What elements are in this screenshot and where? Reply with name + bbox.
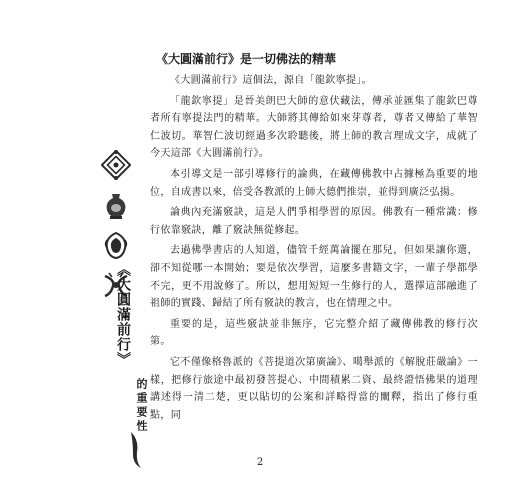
paragraph: 它不僅像格魯派的《菩提道次第廣論》、噶舉派的《解脫莊嚴論》一樣，把修行旅途中最初發菩提心、中間積累二資、最終證悟佛果的道理講述得一清二楚，更以貼切的公案和詳略得當的闡釋，指出了修行重點，同: [150, 356, 478, 421]
endless-knot-icon: [101, 150, 131, 180]
side-vertical-title: 《大圓滿前行》: [115, 262, 131, 367]
paragraph: 本引導文是一部引導修行的論典，在藏傳佛教中占據極為重要的地位，自成書以來，倍受各教派的上師大德們推崇，並得到廣泛弘揚。: [150, 168, 478, 198]
page-number: 2: [256, 457, 264, 468]
section-heading: 《大圓滿前行》是一切佛法的精華: [156, 52, 337, 66]
paragraph: 《大圓滿前行》這個法，源自「龍欽寧提」。: [170, 75, 372, 86]
paragraph: 「龍欽寧提」是晉美朗巴大師的意伏藏法，傳承並匯集了龍欽巴尊者所有寧提法門的精華。大師將其傳給如來芽尊者，尊者又傳給了華智仁波切。華智仁波切經過多次聆聽後，將上師的教言理成文字，成就了今天這部《大圓滿前行》。: [150, 95, 478, 160]
paragraph: 重要的是，這些竅訣並非無序，它完整介紹了藏傳佛教的修行次第。: [150, 318, 478, 348]
paragraph: 去過佛學書店的人知道，儘管千經萬論擺在那兒，但如果讓你選，卻不知從哪一本開始；要是依次學習，這麼多書籍文字，一輩子學都學不完，更不用說修了。所以，想用短短一生修行的人，選擇這部融進了祖師的實踐、歸結了所有竅訣的教言，也在情理之中。: [150, 245, 478, 310]
main-text-column: [150, 50, 478, 427]
conch-shell-icon: [101, 230, 131, 260]
paragraph: 論典內充滿竅訣，這是人們爭相學習的原因。佛教有一種常識：修行依靠竅訣，離了竅訣無從修起。: [150, 207, 478, 236]
side-vertical-subtitle: 的重要性: [135, 378, 148, 434]
treasure-vase-icon: [101, 190, 131, 220]
